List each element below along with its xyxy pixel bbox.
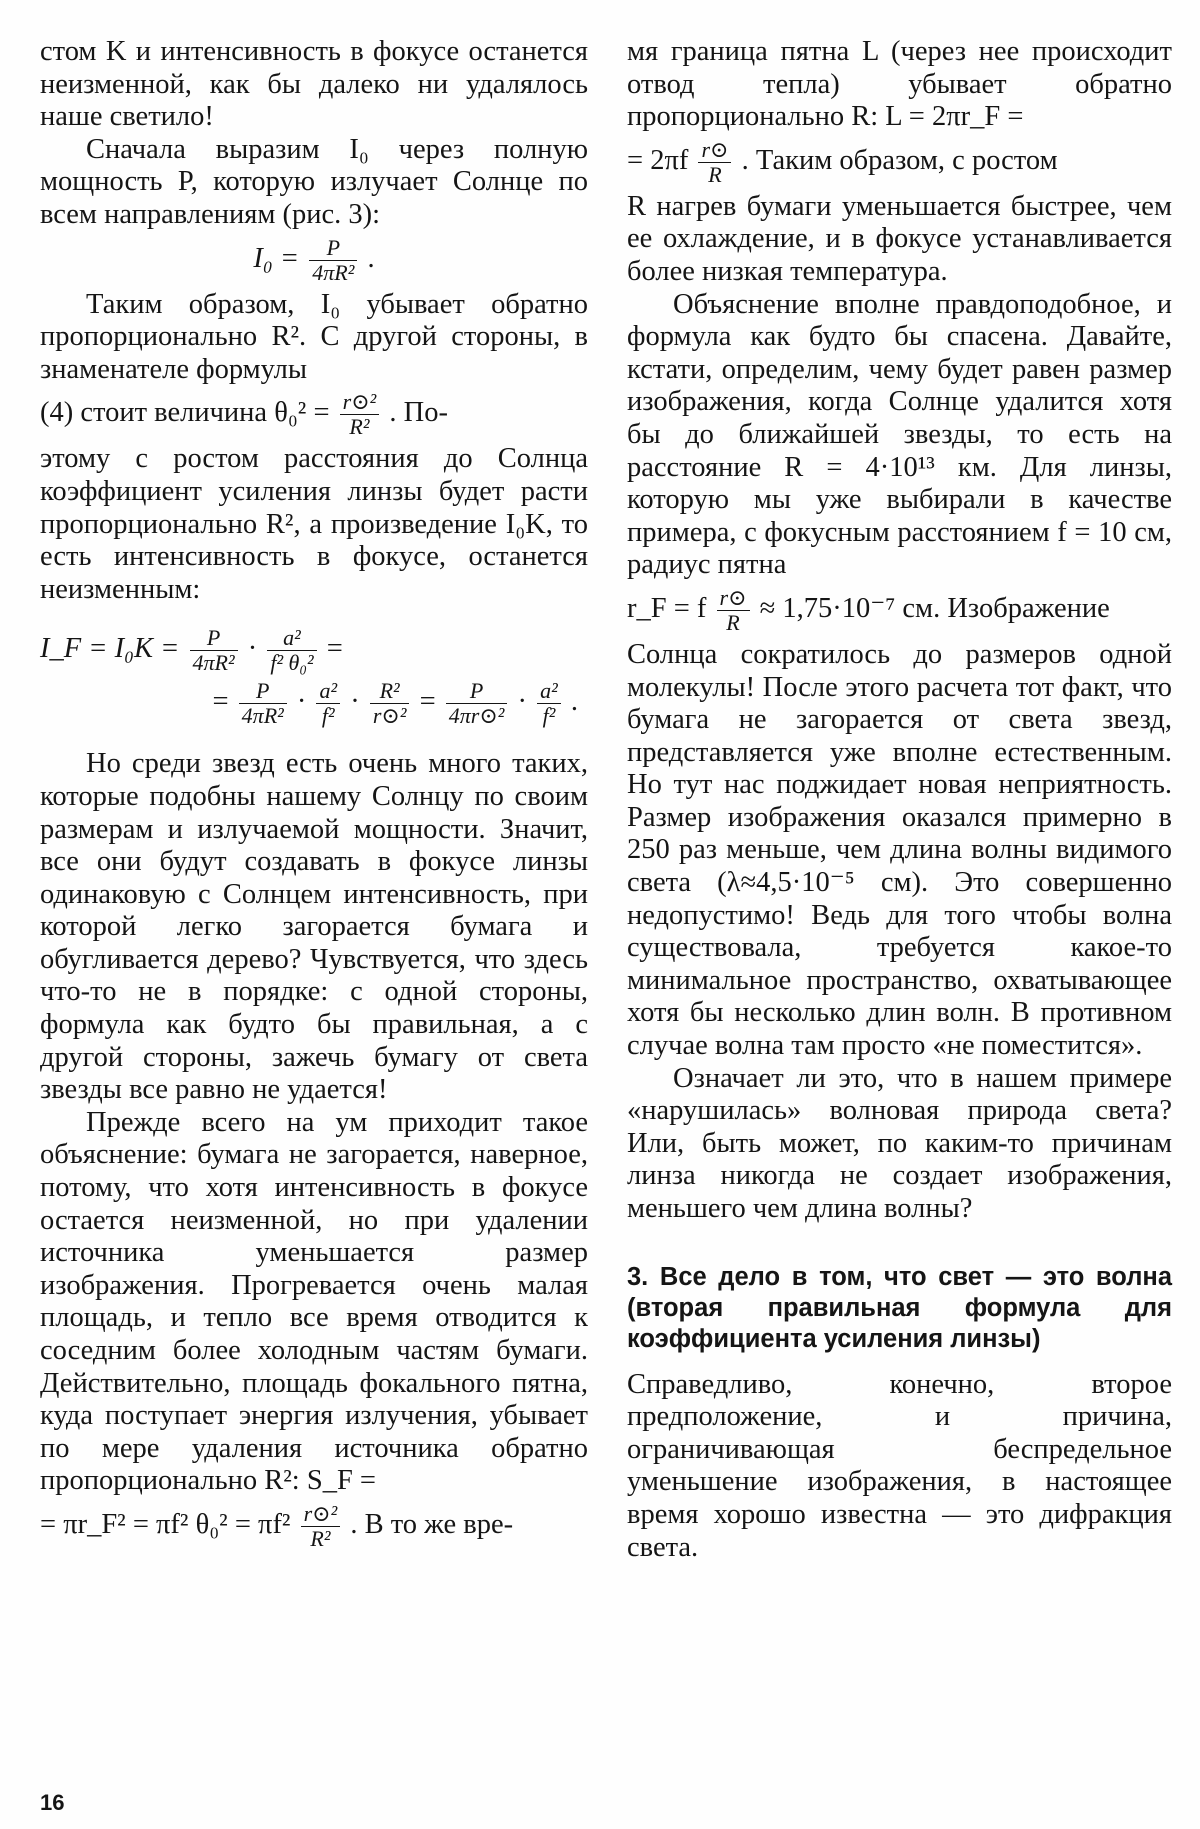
paragraph: Таким образом, I₀ убывает обратно пропорционально R². С другой стороны, в знаменателе формулы (40, 288, 588, 385)
fraction (309, 236, 357, 285)
formula-lhs: I_F = I₀K = (40, 633, 180, 665)
inline-formula-line (40, 390, 588, 439)
formula-post: . Таким образом, с ростом (741, 144, 1058, 176)
fraction-numerator: a² (316, 679, 340, 704)
paragraph: Прежде всего на ум приходит такое объяснение: бумага не загорается, наверное, потому, что хотя интенсивность в фокусе остается неизменной, но при удалении источника уменьшается размер изображения. Прогревается очень малая площадь, и тепло все время отводится к соседним более холодным частям бумаги. Действительно, площадь фокального пятна, куда поступает энергия излучения, убывает по мере удаления источника обратно пропорционально R²: S_F = (40, 1106, 588, 1497)
inline-formula-line (40, 1502, 588, 1551)
dot-operator: · (517, 686, 528, 718)
fraction-numerator: P (446, 679, 508, 704)
dot-operator: · (296, 686, 307, 718)
fraction-numerator: P (190, 626, 238, 651)
fraction-numerator: P (239, 679, 287, 704)
fraction-denominator: R² (349, 414, 370, 440)
fraction (446, 679, 508, 728)
formula-if-line-1 (40, 626, 588, 675)
fraction (316, 679, 340, 728)
paragraph: Но среди звезд есть очень много таких, которые подобны нашему Солнцу по своим размерам и излучаемой мощности. Значит, все они будут создавать в фокусе линзы одинаковую с Солнцем интенсивность, при которой легко загорается бумага и обугливается дерево? Чувствуется, что здесь что-то не в порядке: с одной стороны, формула как будто бы правильная, а с другой стороны, зажечь бумагу от света звезды все равно не удается! (40, 748, 588, 1106)
fraction-denominator: r⊙² (372, 703, 407, 729)
dot-operator: · (247, 633, 258, 665)
fraction-numerator: a² (537, 679, 561, 704)
fraction-denominator: f² θ₀² (270, 650, 314, 676)
formula-pre: = 2πf (627, 144, 689, 176)
paragraph: R нагрев бумаги уменьшается быстрее, чем ее охлаждение, и в фокусе устанавливается более низкая температура. (627, 190, 1172, 287)
fraction-denominator: 4πR² (312, 259, 355, 285)
inline-formula-line (627, 138, 1172, 187)
fraction (190, 626, 238, 675)
fraction (537, 679, 561, 728)
paragraph: Сначала выразим I₀ через полную мощность P, которую излучает Солнце по всем направлениям (рис. 3): (40, 133, 588, 230)
paragraph: Объяснение вполне правдоподобное, и формула как будто бы спасена. Давайте, кстати, определим, чему будет равен размер изображения, когда Солнце удалится хотя бы до ближайшей звезды, то есть на расстояние R = 4·10¹³ км. Для линзы, которую мы уже выбирали в качестве примера, с фокусным расстоянием f = 10 см, радиус пятна (627, 288, 1172, 581)
equals-sign: = (212, 686, 229, 718)
fraction-numerator: P (309, 236, 357, 261)
formula-post: . По- (389, 397, 448, 429)
fraction-denominator: 4πR² (192, 650, 235, 676)
formula-tail: . (570, 686, 578, 718)
fraction-numerator: r⊙ (717, 586, 750, 611)
paragraph: Справедливо, конечно, второе предположение, и причина, ограничивающая беспредельное уменьшение изображения, в настоящее время хорошо известна — это дифракция света. (627, 1368, 1172, 1563)
fraction-numerator: r⊙² (340, 390, 380, 415)
paragraph: этому с ростом расстояния до Солнца коэффициент усиления линзы будет расти пропорционально R², а произведение I₀K, то есть интенсивность в фокусе, останется неизменным: (40, 443, 588, 605)
fraction-denominator: f² (542, 703, 556, 729)
dot-operator: · (350, 686, 360, 718)
fraction-numerator: r⊙ (698, 138, 731, 163)
formula-if-line-2 (40, 679, 588, 728)
right-column (627, 36, 1172, 1564)
fraction-denominator: 4πR² (241, 703, 284, 729)
paragraph: Солнца сократилось до размеров одной молекулы! После этого расчета тот факт, что бумага не загорается от света звезд, представляется уже вполне естественным. Но тут нас поджидает новая неприятность. Размер изображения оказался примерно в 250 раз меньше, чем длина волны видимого света (λ≈4,5·10⁻⁵ см). Это совершенно недопустимо! Ведь для того чтобы волна существовала, требуется какое-то минимальное пространство, охватывающее хотя бы несколько длин волн. В противном случае волна там просто «не поместится». (627, 638, 1172, 1062)
formula-pre: (4) стоит величина θ₀² = (40, 397, 330, 429)
paragraph: стом K и интенсивность в фокусе останется неизменной, как бы далеко ни удалялось наше светило! (40, 36, 588, 133)
formula-tail: . (367, 242, 375, 274)
formula-post: . В то же вре- (350, 1509, 514, 1541)
equals-sign: = (419, 686, 436, 718)
fraction-numerator: R² (370, 679, 410, 704)
formula-post: ≈ 1,75·10⁻⁷ см. Изображение (759, 592, 1110, 624)
inline-formula-line (627, 586, 1172, 635)
fraction-numerator: a² (267, 626, 316, 651)
fraction (267, 626, 316, 675)
fraction (698, 138, 731, 187)
fraction-denominator: R² (310, 1525, 331, 1551)
equals-sign: = (326, 633, 343, 665)
formula-pre: = πr_F² = πf² θ₀² = πf² (40, 1509, 291, 1541)
fraction-numerator: r⊙² (301, 1502, 341, 1527)
fraction-denominator: f² (321, 703, 335, 729)
paragraph: Означает ли это, что в нашем примере «нарушилась» волновая природа света? Или, быть может, по каким-то причинам линза никогда не создает изображения, меньшего чем длина волны? (627, 1062, 1172, 1224)
paragraph: мя граница пятна L (через нее происходит отвод тепла) убывает обратно пропорционально R: L = 2πr_F = (627, 36, 1172, 133)
formula-i0 (40, 236, 588, 285)
fraction (301, 1502, 341, 1551)
formula-pre: r_F = f (627, 592, 707, 624)
fraction-denominator: R (726, 609, 740, 635)
left-column (40, 36, 588, 1555)
fraction (370, 679, 410, 728)
page-number: 16 (40, 1790, 65, 1815)
fraction (717, 586, 750, 635)
fraction (239, 679, 287, 728)
formula-lhs: I₀ = (253, 242, 300, 274)
section-heading: 3. Все дело в том, что свет — это волна (вторая правильная формула для коэффициента усиления линзы) (627, 1262, 1172, 1353)
fraction-denominator: 4πr⊙² (448, 703, 505, 729)
fraction-denominator: R (708, 161, 722, 187)
fraction (340, 390, 380, 439)
